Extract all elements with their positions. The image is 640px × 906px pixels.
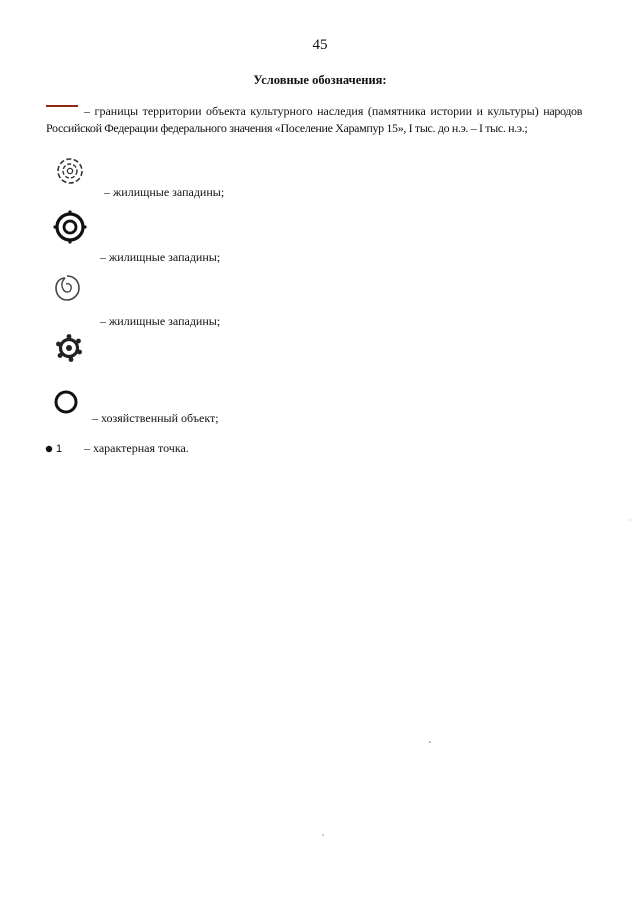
legend-item-label: – жилищные западины; — [100, 250, 221, 264]
legend-title: Условные обозначения: — [253, 73, 387, 87]
characteristic-point-label: – характерная точка. — [84, 441, 189, 455]
boundary-text-line2: народов Российской Федерации федерального значения «Поселение Харампур 15», I тыс. до н.э. – I тыс. н.э.; — [46, 104, 583, 135]
boundary-text-line1: – границы территории объекта культурного наследия (памятника истории и культуры) — [84, 104, 539, 118]
legend-item-label: – жилищные западины; — [104, 185, 225, 199]
page-number: 45 — [312, 37, 328, 53]
legend-item-label: – жилищные западины; — [100, 314, 221, 328]
characteristic-point-number: 1 — [56, 443, 63, 455]
legend-item-label: – хозяйственный объект; — [92, 411, 219, 425]
